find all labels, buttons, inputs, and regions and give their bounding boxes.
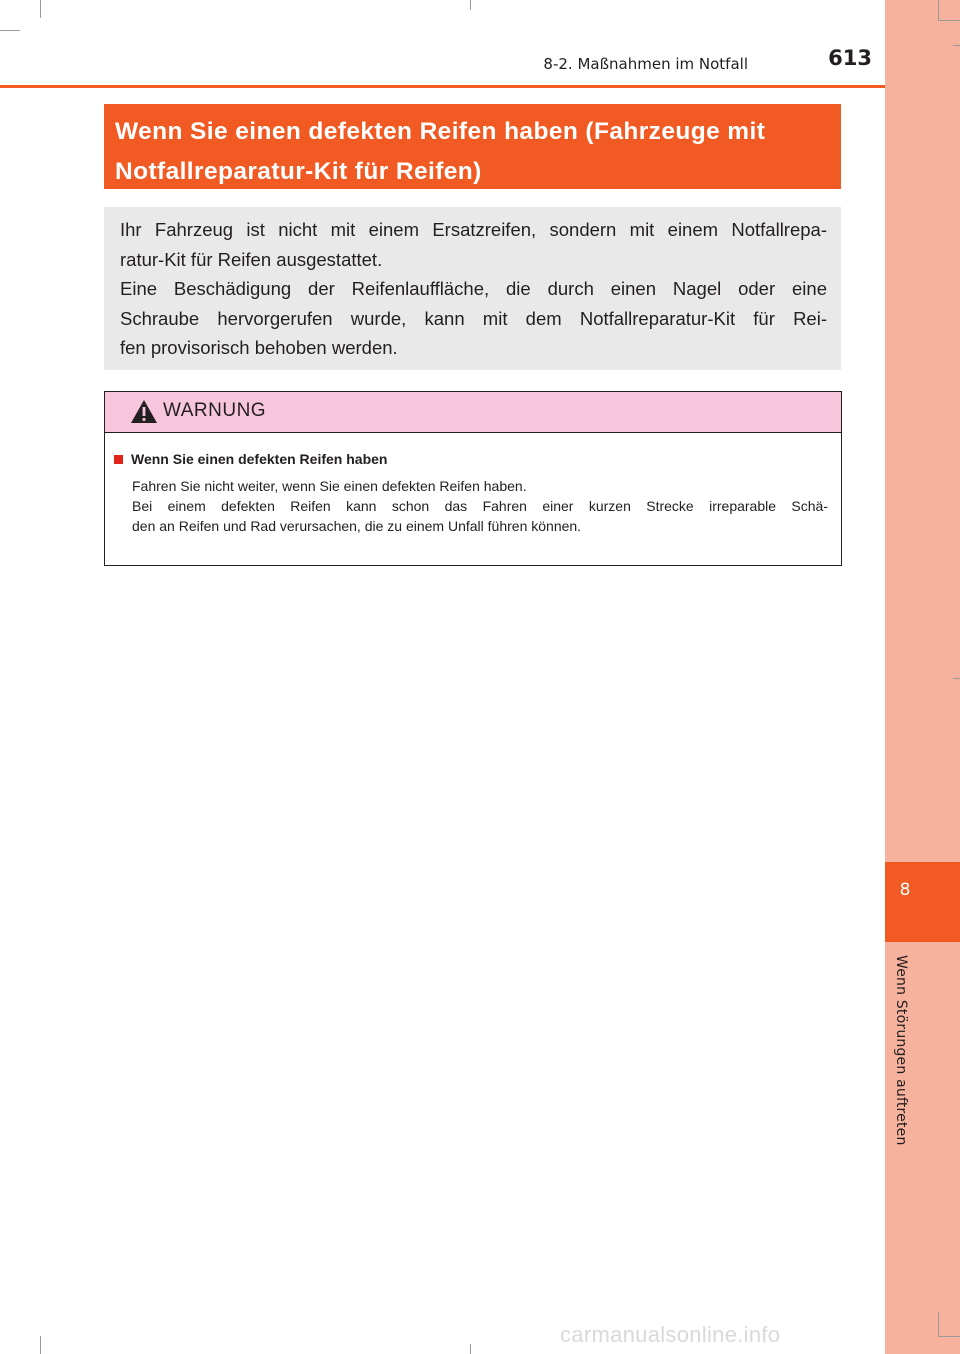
section-title-line: Wenn Sie einen defekten Reifen haben (Fahrzeuge mit (115, 118, 766, 145)
crop-mark (953, 678, 960, 679)
chapter-label: Wenn Störungen auftreten (893, 955, 909, 1146)
section-title-bar (104, 104, 841, 189)
crop-mark (938, 20, 960, 21)
page-number: 613 (828, 46, 872, 70)
crop-mark (953, 45, 960, 46)
intro-line: Schraube hervorgerufen wurde, kann mit dem Notfallreparatur-Kit für Rei- (120, 307, 827, 329)
crop-mark (470, 1344, 471, 1354)
crop-mark (0, 30, 20, 31)
intro-line: Ihr Fahrzeug ist nicht mit einem Ersatzreifen, sondern mit einem Notfallrepa- (120, 219, 827, 240)
warning-header (105, 392, 841, 433)
section-title-line: Notfallreparatur-Kit für Reifen) (115, 158, 482, 185)
warning-line: den an Reifen und Rad verursachen, die zu einem Unfall führen können. (132, 518, 582, 534)
warning-triangle-icon (130, 399, 158, 424)
warning-item-text (132, 476, 828, 536)
intro-box (104, 207, 841, 370)
bullet-square-icon (114, 455, 123, 464)
warning-box (104, 391, 842, 566)
intro-line: Eine Beschädigung der Reifenlauffläche, die durch einen Nagel oder eine (120, 278, 827, 299)
header-rule (0, 85, 885, 88)
chapter-side-strip (885, 0, 960, 1354)
section-heading: 8-2. Maßnahmen im Notfall (543, 55, 748, 73)
crop-mark (938, 1312, 939, 1336)
warning-item-title: Wenn Sie einen defekten Reifen haben (131, 451, 388, 467)
crop-mark (40, 0, 41, 18)
chapter-tab (885, 862, 960, 942)
warning-title: WARNUNG (163, 400, 267, 421)
intro-line: fen provisorisch behoben werden. (120, 337, 398, 358)
crop-mark (938, 0, 939, 20)
crop-mark (938, 1336, 960, 1337)
section-title (115, 112, 831, 192)
warning-line: Fahren Sie nicht weiter, wenn Sie einen defekten Reifen haben. (132, 478, 527, 494)
intro-text (120, 215, 827, 363)
warning-line: Bei einem defekten Reifen kann schon das Fahren einer kurzen Strecke irreparable Schä- (132, 498, 828, 514)
chapter-number: 8 (899, 880, 911, 900)
watermark: carmanualsonline.info (560, 1322, 781, 1347)
crop-mark (470, 0, 471, 10)
crop-mark (40, 1336, 41, 1354)
intro-line: ratur-Kit für Reifen ausgestattet. (120, 248, 383, 270)
